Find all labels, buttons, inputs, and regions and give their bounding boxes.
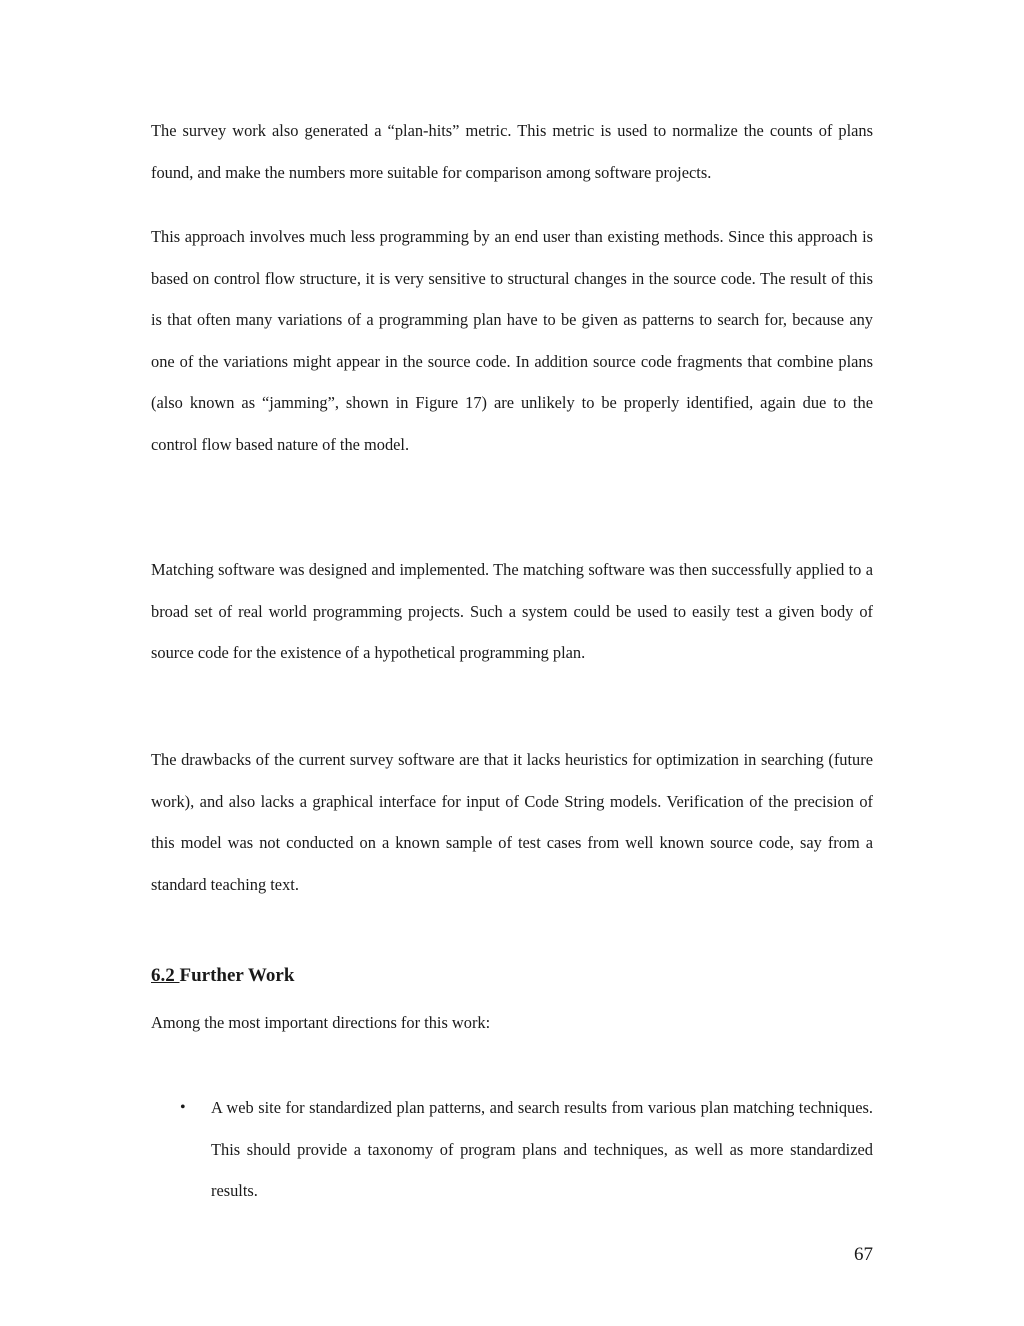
paragraph-plan-hits: The survey work also generated a “plan-hits” metric. This metric is used to normalize the counts of plans found, and make the numbers more suitable for comparison among software projects. [151, 121, 873, 182]
document-page [151, 0, 873, 1326]
further-work-list [151, 1087, 873, 1212]
bullet-icon: • [180, 1099, 186, 1116]
list-item [151, 1087, 873, 1212]
list-item-text: A web site for standardized plan patterns, and search results from various plan matching techniques. This should provide a taxonomy of program plans and techniques, as well as more standardized results. [211, 1098, 873, 1201]
section-intro: Among the most important directions for this work: [151, 1013, 491, 1032]
paragraph-drawbacks: The drawbacks of the current survey software are that it lacks heuristics for optimization in searching (future work), and also lacks a graphical interface for input of Code String models. Verification of the precision of this model was not conducted on a known sample of test cases from well known source code, say from a standard teaching text. [151, 750, 873, 894]
page-number: 67 [854, 1244, 873, 1265]
section-title: Further Work [179, 965, 295, 986]
section-heading [151, 961, 294, 991]
section-number: 6.2 [151, 965, 180, 986]
paragraph-approach: This approach involves much less programming by an end user than existing methods. Since this approach is based on control flow structure, it is very sensitive to structural changes in the source code. The result of this is that often many variations of a programming plan have to be given as patterns to search for, because any one of the variations might appear in the source code. In addition source code fragments that combine plans (also known as “jamming”, shown in Figure 17) are unlikely to be properly identified, again due to the control flow based nature of the model. [151, 227, 873, 454]
paragraph-matching-software: Matching software was designed and implemented. The matching software was then successfully applied to a broad set of real world programming projects. Such a system could be used to easily test a given body of source code for the existence of a hypothetical programming plan. [151, 560, 873, 663]
